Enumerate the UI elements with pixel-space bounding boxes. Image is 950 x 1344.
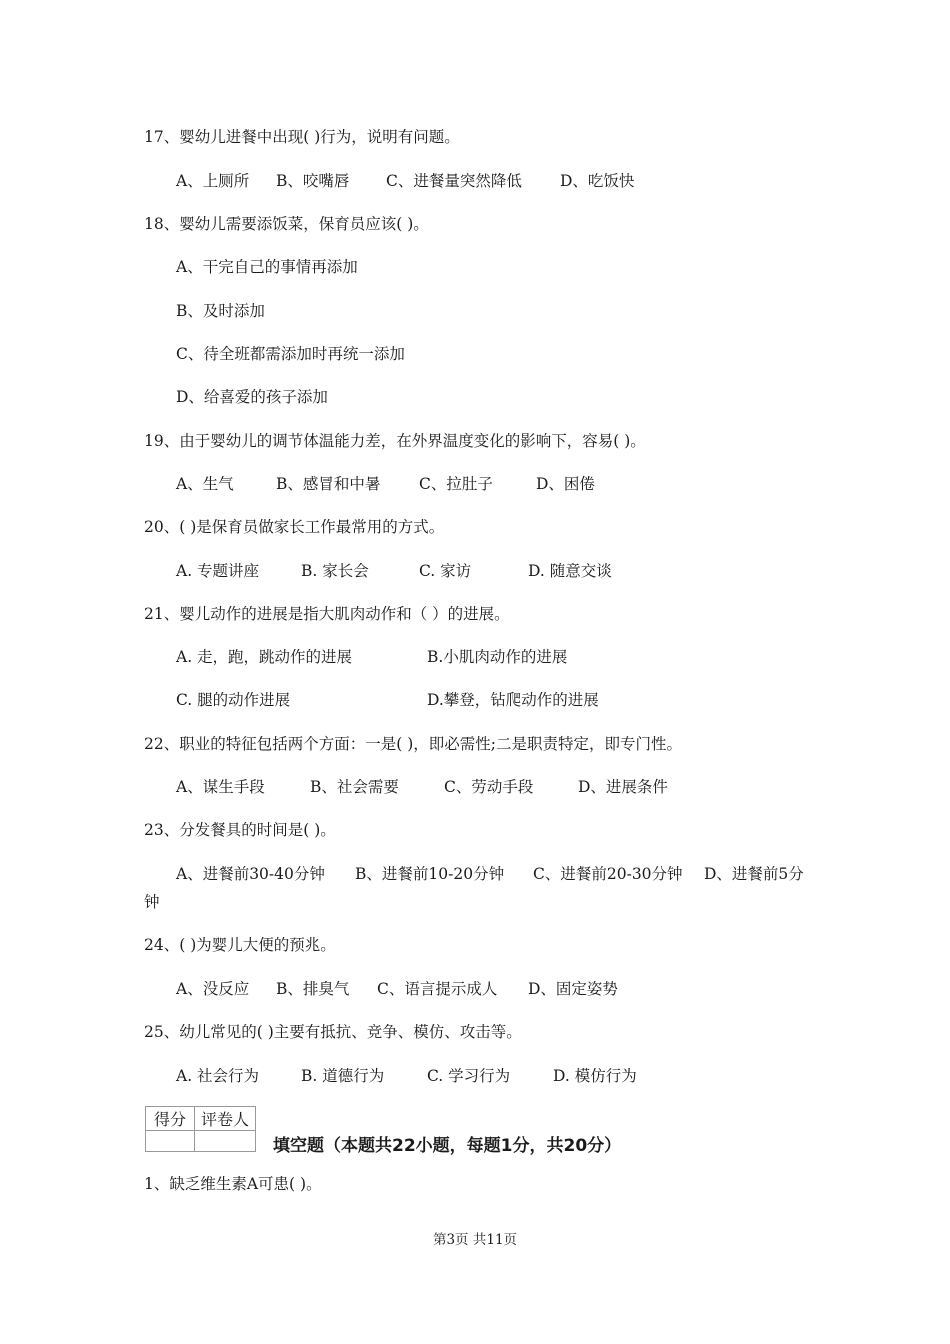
question-19: 19、由于婴幼儿的调节体温能力差，在外界温度变化的影响下，容易( )。	[144, 432, 646, 450]
grader-label: 评卷人	[195, 1107, 256, 1131]
option-24-a: A、没反应	[176, 980, 250, 998]
option-21-c: C. 腿的动作进展	[176, 691, 291, 709]
option-20-b: B. 家长会	[301, 562, 369, 580]
option-17-d: D、吃饭快	[560, 172, 635, 190]
option-19-b: B、感冒和中暑	[276, 475, 381, 493]
option-22-d: D、进展条件	[578, 778, 668, 796]
question-21: 21、婴儿动作的进展是指大肌肉动作和（ ）的进展。	[144, 605, 510, 623]
option-23-b: B、进餐前10-20分钟	[355, 865, 505, 883]
question-25: 25、幼儿常见的( )主要有抵抗、竞争、模仿、攻击等。	[144, 1023, 522, 1041]
question-22: 22、职业的特征包括两个方面：一是( )，即必需性;二是职责特定，即专门性。	[144, 735, 682, 753]
score-label: 得分	[146, 1107, 195, 1131]
option-24-d: D、固定姿势	[528, 980, 618, 998]
option-19-c: C、拉肚子	[419, 475, 493, 493]
option-22-b: B、社会需要	[310, 778, 399, 796]
option-22-c: C、劳动手段	[444, 778, 534, 796]
option-21-b: B.小肌肉动作的进展	[427, 648, 568, 666]
option-23-d: D、进餐前5分	[704, 865, 804, 883]
option-24-c: C、语言提示成人	[377, 980, 498, 998]
section-title: 填空题（本题共22小题，每题1分，共20分）	[273, 1136, 622, 1156]
option-23-d-wrap: 钟	[144, 893, 160, 911]
option-22-a: A、谋生手段	[176, 778, 265, 796]
option-17-c: C、进餐量突然降低	[386, 172, 522, 190]
option-17-a: A、上厕所	[176, 172, 250, 190]
page-footer: 第3页 共11页	[432, 1232, 518, 1248]
option-20-a: A. 专题讲座	[176, 562, 260, 580]
option-20-d: D. 随意交谈	[528, 562, 612, 580]
question-18: 18、婴幼儿需要添饭菜，保育员应该( )。	[144, 215, 429, 233]
question-23: 23、分发餐具的时间是( )。	[144, 821, 336, 839]
option-18-c: C、待全班都需添加时再统一添加	[176, 345, 405, 363]
option-19-d: D、困倦	[536, 475, 595, 493]
fill-question-1: 1、缺乏维生素A可患( )。	[144, 1175, 322, 1193]
question-17: 17、婴幼儿进餐中出现( )行为，说明有问题。	[144, 128, 460, 146]
option-21-d: D.攀登，钻爬动作的进展	[427, 691, 599, 709]
option-20-c: C. 家访	[419, 562, 472, 580]
option-25-b: B. 道德行为	[301, 1067, 385, 1085]
option-23-c: C、进餐前20-30分钟	[533, 865, 683, 883]
option-25-d: D. 模仿行为	[553, 1067, 637, 1085]
option-18-b: B、及时添加	[176, 302, 265, 320]
option-18-d: D、给喜爱的孩子添加	[176, 388, 328, 406]
option-18-a: A、干完自己的事情再添加	[176, 258, 358, 276]
question-20: 20、( )是保育员做家长工作最常用的方式。	[144, 518, 445, 536]
option-19-a: A、生气	[176, 475, 234, 493]
question-24: 24、( )为婴儿大便的预兆。	[144, 936, 336, 954]
option-25-c: C. 学习行为	[427, 1067, 511, 1085]
option-25-a: A. 社会行为	[176, 1067, 260, 1085]
score-cell	[146, 1131, 195, 1152]
option-17-b: B、咬嘴唇	[276, 172, 350, 190]
option-24-b: B、排臭气	[276, 980, 350, 998]
grader-cell	[195, 1131, 256, 1152]
score-table	[145, 1106, 256, 1152]
option-23-a: A、进餐前30-40分钟	[176, 865, 325, 883]
option-21-a: A. 走，跑，跳动作的进展	[176, 648, 353, 666]
